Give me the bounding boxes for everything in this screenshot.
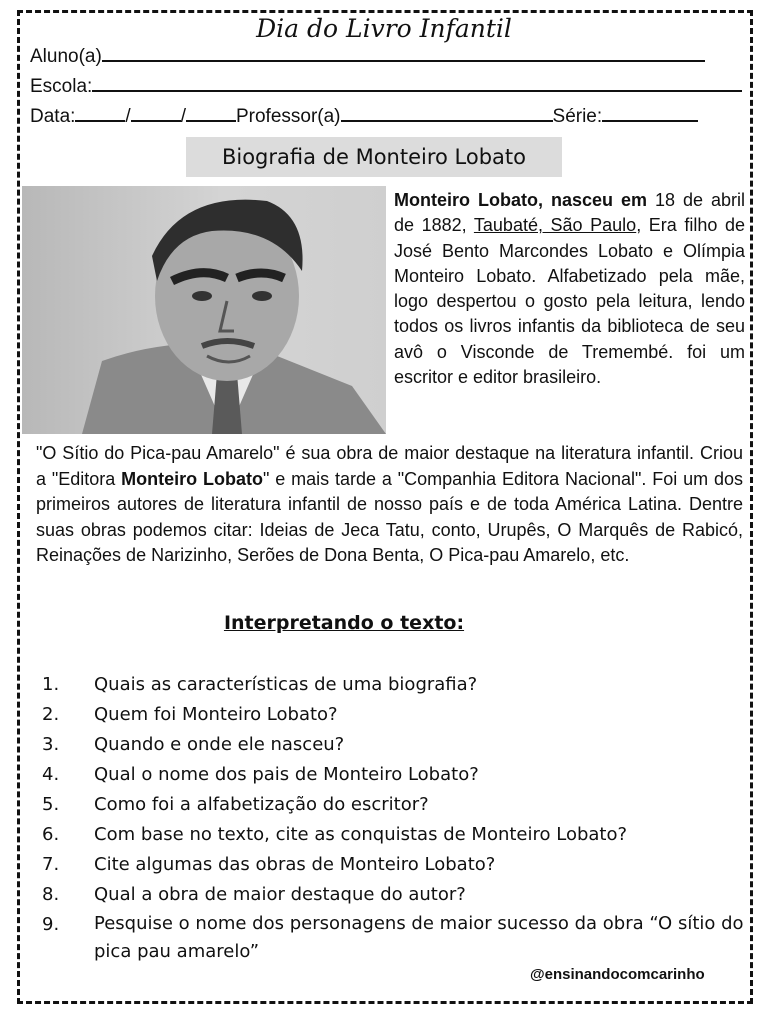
date-month-line[interactable]: [131, 104, 181, 122]
question-number: 2.: [42, 704, 60, 725]
question-list: [42, 670, 752, 966]
date-day-line[interactable]: [75, 104, 125, 122]
professor-label: Professor(a): [235, 106, 341, 127]
list-item: [42, 730, 752, 760]
list-item: [42, 850, 752, 880]
professor-line[interactable]: [341, 104, 553, 122]
author-handle: @ensinandocomcarinho: [530, 966, 705, 983]
serie-line[interactable]: [602, 104, 698, 122]
intro-paragraph: [394, 188, 745, 390]
biography-title: Biografia de Monteiro Lobato: [186, 137, 562, 177]
school-field[interactable]: [30, 74, 742, 98]
intro-part-2: , Era filho de José Bento Marcondes Lobato e Olímpia Monteiro Lobato. Alfabetizado pela mãe, logo despertou o gosto pela leitura, lendo todos os livros infantis da biblioteca de seu avô o Visconde de Tremembé. foi um escritor e editor brasileiro.: [394, 215, 746, 388]
question-text: Como foi a alfabetização do escritor?: [94, 794, 429, 815]
school-label: Escola:: [30, 76, 93, 97]
question-number: 5.: [42, 794, 60, 815]
student-field[interactable]: [30, 44, 705, 68]
date-slash-1: /: [125, 106, 131, 127]
serie-label: Série:: [552, 106, 603, 127]
section-subtitle: Interpretando o texto:: [223, 612, 465, 634]
question-number: 4.: [42, 764, 60, 785]
question-text: Com base no texto, cite as conquistas de Monteiro Lobato?: [94, 824, 628, 845]
question-number: 6.: [42, 824, 60, 845]
question-number: 9.: [42, 914, 60, 935]
date-slash-2: /: [180, 106, 186, 127]
intro-bold-lead: Monteiro Lobato, nasceu em: [394, 190, 647, 210]
list-item: [42, 670, 752, 700]
school-line[interactable]: [92, 74, 742, 92]
list-item: [42, 790, 752, 820]
intro-part-1: 18 de abril de 1882,: [394, 190, 745, 236]
date-year-line[interactable]: [186, 104, 236, 122]
question-text: Quando e onde ele nasceu?: [94, 734, 345, 755]
question-text: Qual o nome dos pais de Monteiro Lobato?: [94, 764, 479, 785]
question-number: 7.: [42, 854, 60, 875]
body-part-1: "O Sítio do Pica-pau Amarelo" é sua obra de maior destaque na literatura infantil. Criou a "Editora: [36, 443, 743, 489]
question-text: Quem foi Monteiro Lobato?: [94, 704, 338, 725]
portrait-illustration: [22, 186, 386, 434]
list-item: [42, 910, 752, 966]
list-item: [42, 760, 752, 790]
date-professor-field[interactable]: [30, 104, 698, 128]
list-item: [42, 820, 752, 850]
student-line[interactable]: [102, 44, 705, 62]
list-item: [42, 880, 752, 910]
question-text: Quais as características de uma biografia?: [94, 674, 478, 695]
intro-birthplace: Taubaté, São Paulo: [473, 215, 637, 236]
question-number: 8.: [42, 884, 60, 905]
body-paragraph: [36, 441, 743, 569]
list-item: [42, 700, 752, 730]
question-text: Pesquise o nome dos personagens de maior sucesso da obra “O sítio do pica pau amarelo”: [94, 913, 744, 962]
student-label: Aluno(a): [30, 46, 102, 67]
question-number: 3.: [42, 734, 60, 755]
date-label: Data:: [30, 106, 76, 127]
worksheet-title: Dia do Livro Infantil: [256, 14, 512, 43]
question-text: Cite algumas das obras de Monteiro Lobato?: [94, 854, 496, 875]
question-text: Qual a obra de maior destaque do autor?: [94, 884, 466, 905]
body-part-2: " e mais tarde a "Companhia Editora Nacional". Foi um dos primeiros autores de literatura infantil de nosso país e de toda América Latina. Dentre suas obras podemos citar: Ideias de Jeca Tatu, conto, Urupês, O Marquês de Rabicó, Reinações de Narizinho, Serões de Dona Benta, O Pica-pau Amarelo, etc.: [36, 468, 743, 565]
question-number: 1.: [42, 674, 60, 695]
author-photo: [22, 186, 386, 434]
body-bold: Monteiro Lobato: [121, 468, 263, 489]
